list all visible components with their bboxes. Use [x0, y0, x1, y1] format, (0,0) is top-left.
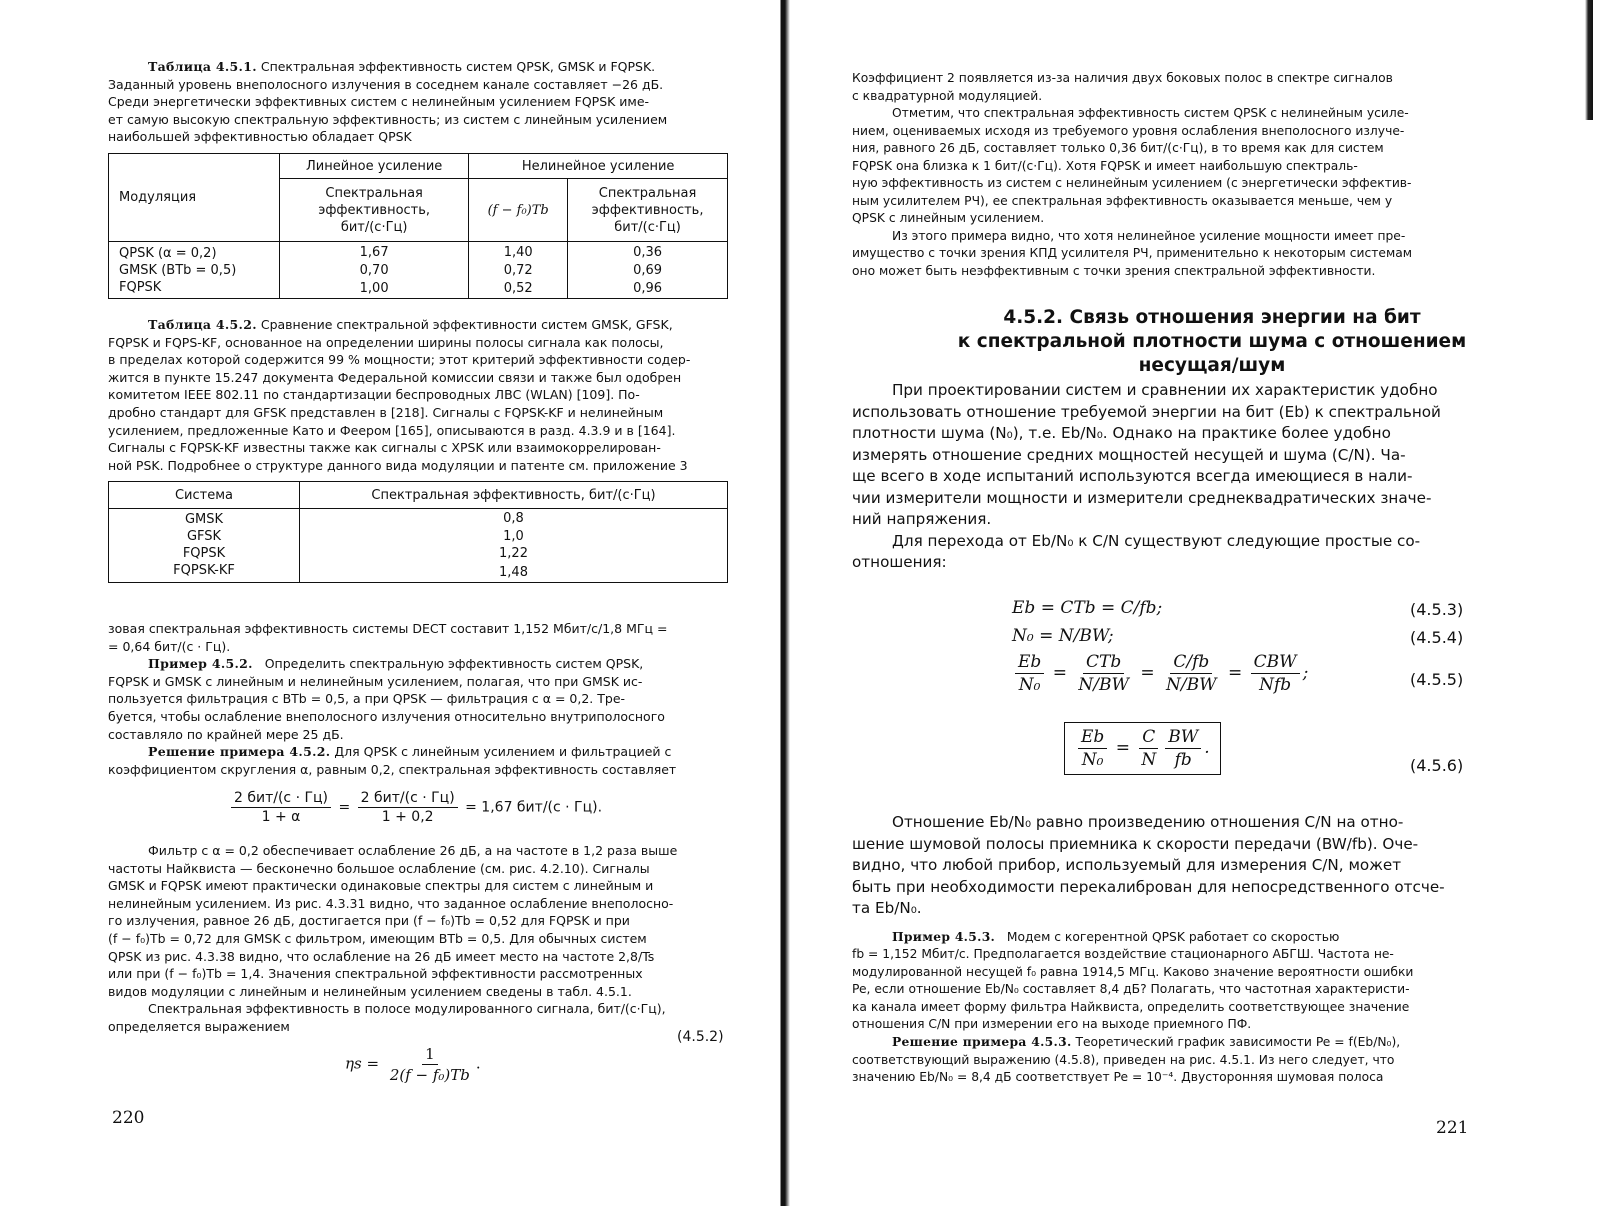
text-line: зовая спектральная эффективность системы DECT составит 1,152 Мбит/с/1,8 МГц = — [108, 621, 668, 636]
caption-line: в пределах которой содержится 99 % мощности; этот критерий эффективности содер- — [108, 352, 691, 368]
example-head: Пример 4.5.2. — [148, 656, 253, 672]
cell-modulation: GMSK (BTb = 0,5) — [109, 262, 280, 279]
section-title-line: 4.5.2. Связь отношения энергии на бит — [1003, 307, 1421, 328]
subheader-text: бит/(с·Гц) — [614, 219, 681, 235]
section-title-line: несущая/шум — [1138, 355, 1286, 376]
numerator: 2 бит/(с · Гц) — [231, 790, 331, 808]
text-line: нелинейным усилением. Из рис. 4.3.31 видно, что заданное ослабление внеполосно- — [108, 895, 674, 911]
text-line: имущество с точки зрения КПД усилителя РЧ, применительно к некоторым системам — [852, 246, 1413, 260]
text-line: Модем с когерентной QPSK работает со скоростью — [1006, 930, 1340, 944]
text-line: буется, чтобы ослабление внеполосного излучения относительно внутриполосного — [108, 708, 665, 724]
table-row — [109, 509, 728, 529]
equation-4-5-2 — [345, 1045, 481, 1084]
cell-efficiency: 1,48 — [300, 562, 728, 583]
table-4-5-2 — [108, 481, 728, 583]
header-nonlinear: Нелинейное усиление — [469, 154, 728, 179]
subheader-text: бит/(с·Гц) — [340, 219, 408, 235]
text-line: ще всего в ходе испытаний используются всегда имеющиеся в нали- — [852, 467, 1413, 485]
text-line: ным усилителем РЧ), ее спектральная эффективность оказывается меньше, чем у — [852, 193, 1393, 208]
text-line: или при (f − f₀)Tb = 1,4. Значения спектральной эффективности рассмотренных — [108, 966, 643, 982]
equation-4-5-5: $\frac{Eb}{\text{N₀}}$ = $\frac{\text{CTb}}{N/BW}$ = $\frac{C/fb}{N/BW}$ = $\frac{\text{CBW}}{\text{Nfb}}$ ; — [1012, 652, 1308, 695]
equation-result: = 1,67 бит/(с · Гц). — [465, 799, 603, 816]
equation-lhs: ηs = — [345, 1054, 380, 1073]
section-title-line: к спектральной плотности шума с отношением — [957, 331, 1467, 352]
numerator: Eb — [1015, 652, 1044, 674]
numerator: 2 бит/(с · Гц) — [358, 790, 458, 808]
text-line: (f − f₀)Tb = 0,72 для GMSK с фильтром, имеющим BTb = 0,5. Для обычных систем — [108, 930, 647, 946]
text-line: ний напряжения. — [852, 510, 992, 528]
equation-number: (4.5.5) — [1410, 670, 1464, 689]
text-line: быть при необходимости перекалиброван для непосредственного отсче- — [852, 877, 1445, 896]
left-body-text-1 — [108, 620, 728, 778]
cell-fft: 0,52 — [469, 279, 568, 299]
text-line: использовать отношение требуемой энергии на бит (Eb) к спектральной — [852, 402, 1441, 421]
cell-system: FQPSK-KF — [109, 562, 300, 583]
text-line: коэффициентом скругления α, равным 0,2, спектральная эффективность составляет — [108, 761, 677, 777]
caption-line: Заданный уровень внеполосного излучения в соседнем канале составляет −26 дБ. — [108, 76, 664, 92]
left-body-text-2 — [108, 842, 728, 1036]
book-gutter — [772, 0, 798, 1206]
text-line: Pe, если отношение Eb/N₀ составляет 8,4 дБ? Полагать, что частотная характеристи- — [852, 982, 1410, 997]
cell-linear: 0,70 — [280, 262, 469, 279]
page-edge-mark — [1585, 0, 1593, 120]
denominator: N/BW — [1078, 675, 1129, 695]
example-head: Пример 4.5.3. — [892, 929, 996, 944]
fraction — [1138, 727, 1159, 770]
text-line: го излучения, равное 26 дБ, достигается при (f − f₀)Tb = 0,52 для FQPSK и при — [108, 913, 630, 929]
cell-modulation: FQPSK — [109, 279, 280, 299]
cell-efficiency: 0,8 — [300, 509, 728, 529]
cell-linear: 1,67 — [280, 242, 469, 263]
equation-number: (4.5.6) — [1410, 756, 1464, 775]
cell-modulation: QPSK (α = 0,2) — [109, 242, 280, 263]
numerator: CTb — [1083, 652, 1124, 674]
table-4-5-2-caption — [108, 316, 728, 474]
subheader-text: эффективность, — [318, 202, 431, 218]
caption-line: FQPSK и FQPS-KF, основанное на определении ширины полосы сигнала как полосы, — [108, 334, 664, 350]
equation-tail: . — [475, 1054, 481, 1073]
text-line: При проектировании систем и сравнении их характеристик удобно — [892, 381, 1438, 399]
text-line: QPSK с линейным усилением. — [852, 211, 1045, 225]
denominator: 2(f − f₀)Tb — [389, 1066, 470, 1084]
text-line: fb = 1,152 Мбит/с. Предполагается воздействие стационарного АБГШ. Частота не- — [852, 947, 1394, 962]
text-line: определяется выражением — [108, 1018, 290, 1034]
caption-line: Среди энергетически эффективных систем с нелинейным усилением FQPSK име- — [108, 94, 650, 110]
table-row — [109, 262, 728, 279]
right-body-text-1 — [852, 380, 1492, 574]
text-line: QPSK из рис. 4.3.38 видно, что ослабление на 26 дБ имеет место на частоте 2,8/Ts — [108, 948, 655, 964]
equation-4-5-6-box: $\frac{Eb}{\text{N₀}}$ = $\frac{C}{N}$ $\frac{BW}{fb}$ . — [1064, 722, 1221, 775]
caption-line: Сравнение спектральной эффективности систем GMSK, GFSK, — [260, 317, 673, 332]
denominator: 1 + 0,2 — [381, 809, 434, 825]
fraction — [1078, 727, 1107, 770]
text-line: чии измерители мощности и измерители среднеквадратических значе- — [852, 488, 1432, 507]
text-line: частоты Найквиста — бесконечно большое ослабление (см. рис. 4.2.10). Сигналы — [108, 860, 650, 876]
text-line: шение шумовой полосы приемника к скорости передачи (BW/fb). Оче- — [852, 834, 1419, 853]
text-line: Коэффициент 2 появляется из-за наличия двух боковых полос в спектре сигналов — [852, 71, 1393, 85]
caption-line: комитетом IEEE 802.11 по стандартизации беспроводных ЛВС (WLAN) [109]. По- — [108, 387, 640, 403]
fraction — [387, 1045, 473, 1084]
text-line: Для QPSK с линейным усилением и фильтрацией с — [334, 744, 672, 760]
caption-line: наибольшей эффективностью обладает QPSK — [108, 129, 412, 145]
cell-system: GMSK — [109, 509, 300, 529]
subheader-nonlinear-spectral — [568, 179, 728, 242]
text-line: Для перехода от Eb/N₀ к C/N существуют следующие простые со- — [892, 531, 1421, 550]
caption-line: дробно стандарт для GFSK представлен в [218]. Сигналы с FQPSK-KF и нелинейным — [108, 404, 664, 420]
subheader-fft: (f − f₀)Tb — [469, 179, 568, 242]
table-4-5-1-caption — [108, 58, 728, 146]
text-line: FQPSK она близка к 1 бит/(с·Гц). Хотя FQPSK и имеет наибольшую спектраль- — [852, 158, 1358, 173]
numerator: C/fb — [1170, 652, 1212, 674]
text-line: плотности шума (N₀), т.е. Eb/N₀. Однако на практике более удобно — [852, 424, 1391, 442]
table-4-5-1 — [108, 153, 728, 299]
fraction — [1163, 652, 1220, 695]
text-line: оно может быть неэффективным с точки зрения спектральной эффективности. — [852, 263, 1376, 278]
caption-line: жится в пункте 15.247 документа Федеральной комиссии связи и также был одобрен — [108, 369, 682, 385]
header-modulation: Модуляция — [109, 154, 280, 242]
left-page — [0, 0, 770, 1206]
caption-line: Спектральная эффективность систем QPSK, GMSK и FQPSK. — [260, 59, 656, 74]
page-number-right: 221 — [1436, 1118, 1469, 1138]
cell-linear: 1,00 — [280, 279, 469, 299]
table-row — [109, 242, 728, 263]
equation-number: (4.5.4) — [1410, 628, 1464, 647]
numerator: CBW — [1251, 652, 1300, 674]
equation-4-5-3: Eb = CTb = C/fb; — [1012, 598, 1163, 618]
subheader-linear-spectral — [280, 179, 469, 242]
cell-nonlinear: 0,96 — [568, 279, 728, 299]
table-row — [109, 545, 728, 562]
text-line: с квадратурной модуляцией. — [852, 88, 1043, 103]
text-line: = 0,64 бит/(с · Гц). — [108, 638, 231, 654]
text-line: Определить спектральную эффективность систем QPSK, — [264, 656, 644, 672]
text-line: Теоретический график зависимости Pe = f(Eb/N₀), — [1075, 1035, 1401, 1050]
caption-line: ет самую высокую спектральную эффективность; из систем с линейным усилением — [108, 111, 668, 127]
denominator: N — [1141, 750, 1157, 770]
fraction — [1165, 727, 1201, 770]
numerator: BW — [1165, 727, 1201, 749]
solution-head: Решение примера 4.5.2. — [148, 744, 331, 760]
denominator: N₀ — [1081, 750, 1104, 770]
cell-system: GFSK — [109, 528, 300, 545]
text-line: ную эффективность из систем с нелинейным усилением (с энергетически эффектив- — [852, 176, 1412, 190]
equation-4-5-4: N₀ = N/BW; — [1012, 626, 1114, 646]
fraction — [1015, 652, 1044, 695]
cell-system: FQPSK — [109, 545, 300, 562]
text-line: ка канала имеет форму фильтра Найквиста, определить соответствующее значение — [852, 999, 1410, 1014]
text-line: та Eb/N₀. — [852, 899, 922, 917]
header-linear: Линейное усиление — [280, 154, 469, 179]
text-line: Отметим, что спектральная эффективность систем QPSK с нелинейным усиле- — [892, 106, 1409, 120]
fraction — [1075, 652, 1132, 695]
text-line: FQPSK и GMSK с линейным и нелинейным усилением, полагая, что при GMSK ис- — [108, 673, 643, 689]
text-line: значению Eb/N₀ = 8,4 дБ соответствует Pe = 10⁻⁴. Двусторонняя шумовая полоса — [852, 1070, 1384, 1085]
denominator: fb — [1174, 750, 1192, 770]
numerator: 1 — [422, 1045, 438, 1065]
right-example-text — [852, 928, 1492, 1087]
numerator: Eb — [1078, 727, 1107, 749]
cell-efficiency: 1,0 — [300, 528, 728, 545]
fraction — [231, 790, 331, 825]
text-line: ния, равного 26 дБ, составляет только 0,36 бит/(с·Гц), в то время как для систем — [852, 141, 1384, 155]
caption-line: Сигналы с FQPSK-KF известны также как сигналы с XPSK или взаимокоррелирован- — [108, 440, 661, 456]
page-number-left: 220 — [112, 1108, 145, 1128]
right-page — [800, 0, 1599, 1206]
table-row — [109, 279, 728, 299]
equation-number: (4.5.3) — [1410, 600, 1464, 619]
text-line: видно, что любой прибор, используемый для измерения C/N, может — [852, 856, 1402, 874]
text-line: Из этого примера видно, что хотя нелинейное усиление мощности имеет пре- — [892, 228, 1406, 243]
fraction — [1251, 652, 1300, 695]
denominator: Nfb — [1259, 675, 1292, 695]
table-row — [109, 528, 728, 545]
subheader-text: Спектральная — [598, 185, 697, 201]
denominator: N₀ — [1018, 675, 1041, 695]
text-line: Отношение Eb/N₀ равно произведению отношения C/N на отно- — [892, 813, 1404, 831]
text-line: GMSK и FQPSK имеют практически одинаковые спектры для систем с линейным и — [108, 878, 654, 894]
text-line: отношения: — [852, 553, 947, 571]
caption-head: Таблица 4.5.1. — [148, 59, 257, 74]
text-line: видов модуляции с линейным и нелинейным усилением сведены в табл. 4.5.1. — [108, 983, 632, 999]
equation-number: (4.5.2) — [677, 1029, 724, 1045]
text-line: Спектральная эффективность в полосе модулированного сигнала, бит/(с·Гц), — [148, 1001, 666, 1017]
cell-fft: 1,40 — [469, 242, 568, 263]
right-body-text-2 — [852, 812, 1492, 920]
text-line: соответствующий выражению (4.5.8), приведен на рис. 4.5.1. Из него следует, что — [852, 1052, 1395, 1067]
denominator: N/BW — [1166, 675, 1217, 695]
section-title — [862, 306, 1562, 378]
text-line: отношения C/N при измерении его на выходе приемного ПФ. — [852, 1017, 1252, 1032]
cell-fft: 0,72 — [469, 262, 568, 279]
text-line: измерять отношение средних мощностей несущей и шума (C/N). Ча- — [852, 445, 1406, 464]
caption-head: Таблица 4.5.2. — [148, 317, 257, 332]
subheader-text: эффективность, — [591, 202, 704, 218]
text-line: модулированной несущей f₀ равна 1914,5 МГц. Каково значение вероятности ошибки — [852, 964, 1414, 979]
right-intro-text — [852, 70, 1492, 280]
cell-nonlinear: 0,36 — [568, 242, 728, 263]
text-line: составляло по крайней мере 25 дБ. — [108, 726, 344, 742]
header-system: Система — [109, 482, 300, 509]
numerator: C — [1139, 727, 1158, 749]
fraction — [358, 790, 458, 825]
header-efficiency: Спектральная эффективность, бит/(с·Гц) — [300, 482, 728, 509]
caption-line: усилением, предложенные Като и Фееpом [165], описываются в разд. 4.3.9 и в [164]. — [108, 422, 676, 438]
text-line: пользуется фильтрация с BTb = 0,5, а при QPSK — фильтрация с α = 0,2. Тре- — [108, 691, 626, 707]
text-line: нием, оцениваемых исходя из требуемого уровня ослабления внеполосного излуче- — [852, 123, 1405, 138]
subheader-text: Спектральная — [325, 185, 423, 201]
caption-line: ной PSK. Подробнее о структуре данного вида модуляции и патенте см. приложение 3 — [108, 457, 688, 473]
denominator: 1 + α — [261, 809, 301, 825]
solution-head: Решение примера 4.5.3. — [892, 1034, 1072, 1050]
text-line: Фильтр с α = 0,2 обеспечивает ослабление 26 дБ, а на частоте в 1,2 раза выше — [148, 843, 678, 858]
table-row — [109, 562, 728, 583]
spectral-efficiency-equation: $\frac{\text{2 бит/(с · Гц)}}{1 + \alpha}$ = $\frac{\text{2 бит/(с · Гц)}}{1 + 0,2}$ = 1,67 бит/(с · Гц). — [228, 790, 602, 825]
cell-nonlinear: 0,69 — [568, 262, 728, 279]
cell-efficiency: 1,22 — [300, 545, 728, 562]
